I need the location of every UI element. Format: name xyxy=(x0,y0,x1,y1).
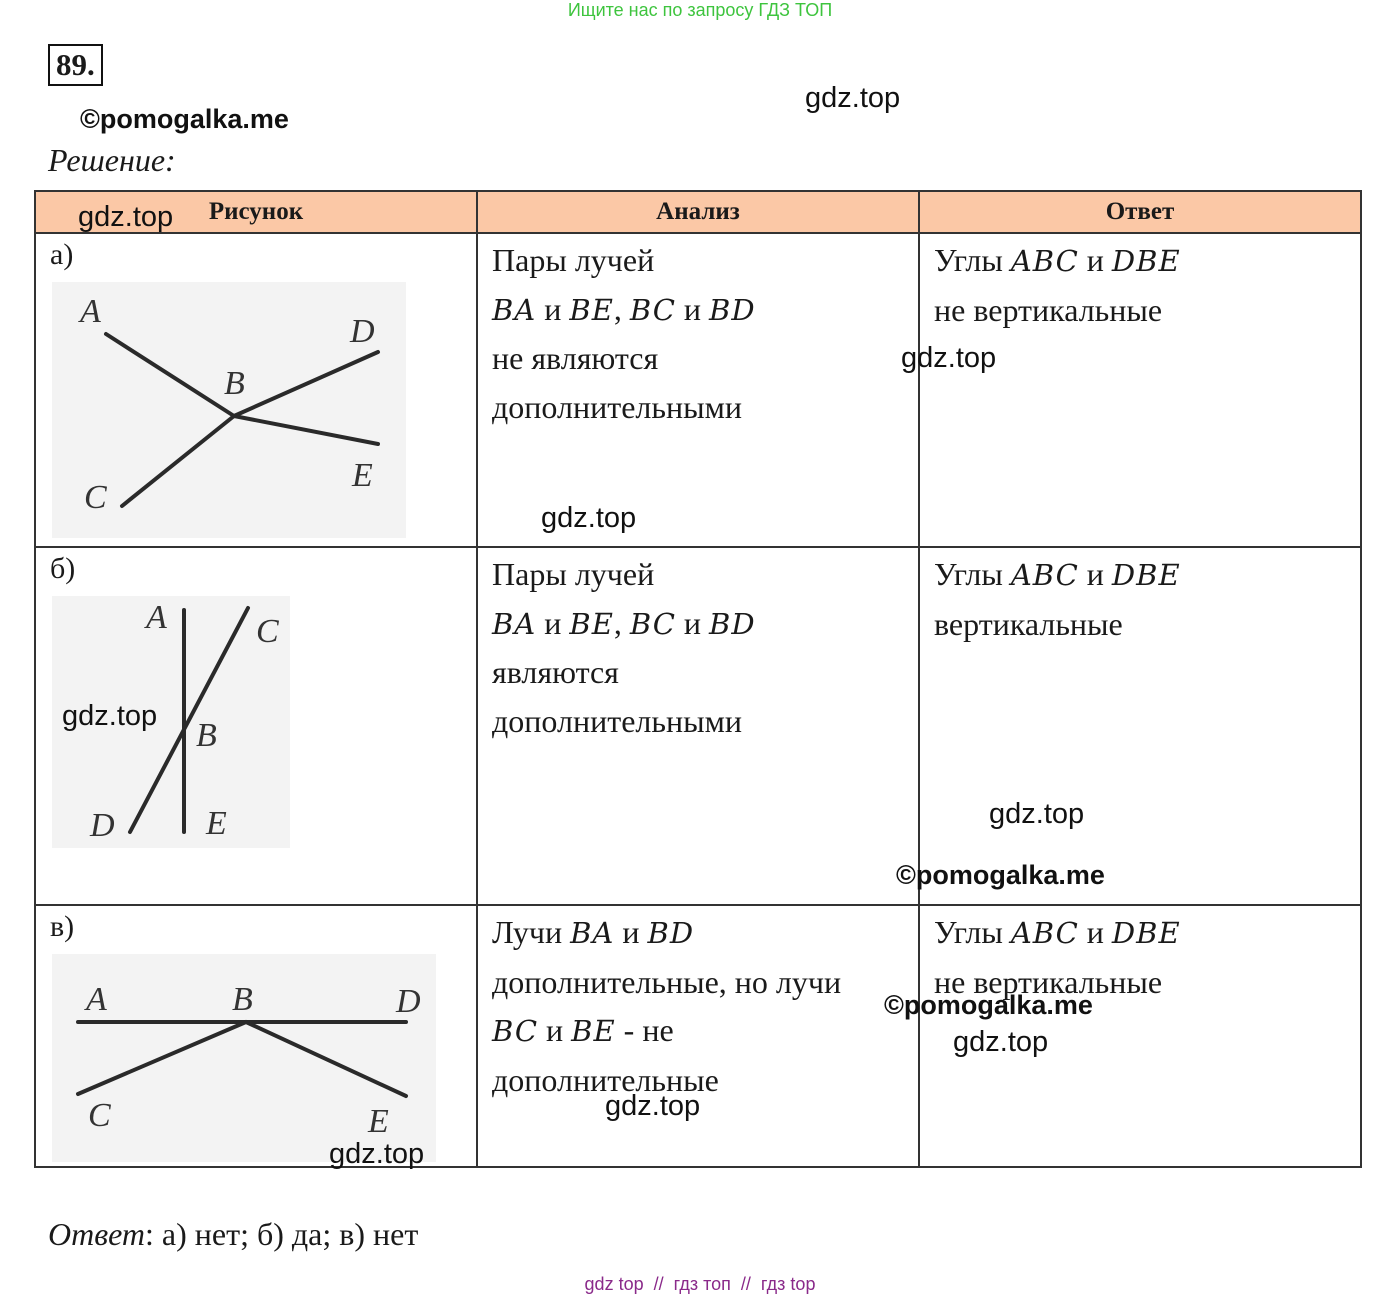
ray-bc xyxy=(122,416,234,506)
gdz-watermark: gdz.top xyxy=(953,1026,1049,1058)
point-d-label: D xyxy=(396,983,421,1020)
ray-bc xyxy=(78,1022,246,1094)
solution-label: Решение: xyxy=(48,142,176,178)
gdz-watermark: gdz.top xyxy=(605,1090,701,1122)
header-figure: Рисунок xyxy=(35,191,477,233)
answer-text-c: Углы ABC и DBE не вертикальные xyxy=(934,914,1181,1000)
row-letter-c: в) xyxy=(50,910,75,943)
table-row-b xyxy=(35,547,1361,905)
point-e-label: E xyxy=(206,805,227,842)
figure-cell-c xyxy=(35,905,477,1167)
analysis-text-b: Пары лучей BA и BE, BC и BD являются дополнительными xyxy=(492,556,756,739)
header-answer: Ответ xyxy=(919,191,1361,233)
point-d-label: D xyxy=(90,807,115,844)
final-answer-label: Ответ xyxy=(48,1216,145,1252)
figure-a-drawing xyxy=(52,282,406,538)
analysis-text-c: Лучи BA и BD дополнительные, но лучи BC и BE - не дополнительные xyxy=(492,914,842,1098)
table-header-row xyxy=(35,191,1361,233)
gdz-watermark: gdz.top xyxy=(78,201,174,233)
ray-be xyxy=(246,1022,406,1096)
ray-ba xyxy=(106,334,234,416)
ray-be xyxy=(234,416,378,444)
point-c-label: C xyxy=(256,613,279,650)
point-c-label: C xyxy=(84,479,107,516)
point-e-label: E xyxy=(352,457,373,494)
analysis-cell-b xyxy=(477,547,919,905)
answer-cell-a xyxy=(919,233,1361,547)
point-a-label: A xyxy=(86,981,107,1018)
point-b-label: B xyxy=(196,717,217,754)
point-a-label: A xyxy=(146,599,167,636)
row-letter-a: а) xyxy=(50,238,74,271)
header-analysis: Анализ xyxy=(477,191,919,233)
answer-text-a: Углы ABC и DBE не вертикальные xyxy=(934,242,1181,328)
pomogalka-watermark: ©pomogalka.me xyxy=(884,990,1093,1020)
point-a-label: A xyxy=(80,293,101,330)
table-row-c xyxy=(35,905,1361,1167)
row-letter-b: б) xyxy=(50,552,76,585)
figure-cell-b xyxy=(35,547,477,905)
pomogalka-watermark: ©pomogalka.me xyxy=(80,104,289,134)
gdz-watermark: gdz.top xyxy=(541,502,637,534)
table-row-a xyxy=(35,233,1361,547)
final-answer xyxy=(48,1216,418,1253)
point-b-label: B xyxy=(224,365,245,402)
gdz-watermark: gdz.top xyxy=(62,700,158,732)
figure-a xyxy=(52,282,406,538)
bottom-banner: gdz top // гдз топ // гдз top xyxy=(584,1274,816,1294)
answer-cell-b xyxy=(919,547,1361,905)
gdz-watermark: gdz.top xyxy=(989,798,1085,830)
analysis-text-a: Пары лучей BA и BE, BC и BD не являются дополнительными xyxy=(492,242,756,425)
gdz-watermark: gdz.top xyxy=(329,1138,425,1170)
gdz-watermark: gdz.top xyxy=(901,342,997,374)
final-answer-text: : а) нет; б) да; в) нет xyxy=(145,1216,419,1252)
gdz-watermark: gdz.top xyxy=(805,82,901,114)
answer-text-b: Углы ABC и DBE вертикальные xyxy=(934,556,1181,642)
figure-c xyxy=(52,954,436,1162)
point-c-label: C xyxy=(88,1097,111,1134)
task-number: 89. xyxy=(48,44,103,86)
analysis-cell-c xyxy=(477,905,919,1167)
top-banner: Ищите нас по запросу ГДЗ ТОП xyxy=(567,0,833,20)
analysis-cell-a xyxy=(477,233,919,547)
point-e-label: E xyxy=(368,1103,389,1140)
ray-bd xyxy=(234,352,378,416)
figure-cell-a xyxy=(35,233,477,547)
point-d-label: D xyxy=(350,313,375,350)
point-b-label: B xyxy=(232,981,253,1018)
figure-c-drawing xyxy=(52,954,436,1162)
solution-table xyxy=(34,190,1362,1168)
pomogalka-watermark: ©pomogalka.me xyxy=(896,860,1105,890)
